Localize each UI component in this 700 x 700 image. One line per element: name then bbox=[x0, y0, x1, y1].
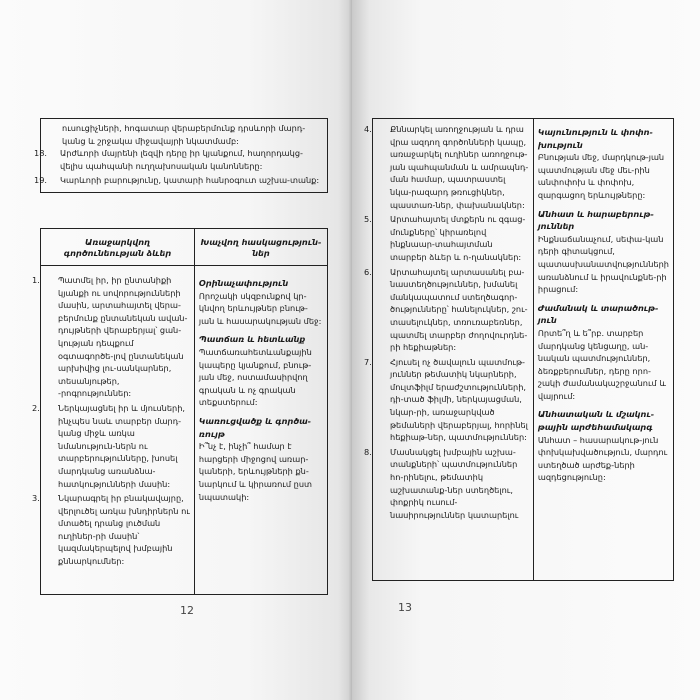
right-concepts-cell bbox=[533, 119, 673, 581]
header-concepts-text: Խաչվող հասկացություն-ներ bbox=[200, 237, 322, 258]
concept-term: Օրինաչափություն bbox=[198, 278, 289, 288]
item-text: Պատմել իր, իր ընտանիքի կյանքի ու սովորությունների մասին, արտահայտել վերա-բերմունք ընտանեկան ավան-դույթների վերաբերյալ՝ ցան-կության դեպքում օգտագործե-լով ընտանեկան արխիվից լու-սանկարներ, տեսանյութեր, -րոգրություններ: bbox=[58, 275, 188, 399]
item-text: Արտահայտել արտասանել բա-նաստեղծություններ, խմանել մանկապատում ստեղծագոր-ծությունները՝ հանելուկներ, շու-տասելուկներ, տռուռաբեռներ, պատմել տարբեր ժողովուրդնե-րի հեքիաթներ: bbox=[390, 266, 528, 353]
left-concepts-cell bbox=[194, 266, 327, 595]
item-text: Կարևորի բարությունը, կատարի հանրօգուտ աշխա-տանք: bbox=[60, 175, 320, 186]
item-text: Մասնակցել խմբային աշխա-տանքների՝ պատմություններ հո-րինելու, թեմատիկ աշխատանք-ներ ստեղծելու, փոքրիկ ուսում-նասիրություններ կատարելու bbox=[390, 446, 519, 520]
list-item bbox=[364, 446, 529, 522]
right-concepts bbox=[538, 126, 669, 484]
list-item bbox=[32, 274, 190, 400]
left-activities-cell bbox=[32, 266, 195, 595]
header-concepts bbox=[194, 229, 327, 266]
list-item bbox=[364, 213, 529, 263]
left-items bbox=[32, 274, 190, 568]
item-number: 5. bbox=[364, 214, 372, 225]
item-text: Ներկայացնել իր և մյուսների, ինչպես նաև տարբեր մարդ-կանց միջև առկա նմանություն-ներն ու տարբերությունները, խոսել մարդկանց առանձնա-հատկությունների մասին: bbox=[58, 402, 186, 489]
item-number: 2. bbox=[32, 402, 40, 413]
item-number: 18. bbox=[34, 148, 48, 159]
list-item bbox=[364, 356, 529, 444]
header-activities-text: Առաջարկվող գործունեության ձևեր bbox=[63, 237, 172, 258]
right-activities-cell bbox=[364, 119, 534, 581]
top-continuation: ուսուցիչների, հոգատար վերաբերմունք դրսևորի մարդ-կանց և շրջակա միջավայրի նկատմամբ: bbox=[62, 123, 306, 146]
item-number: 4. bbox=[364, 124, 372, 134]
item-text: Նկարագրել իր բնակավայրը, վերլուծել առկա խնդիրներն ու մտածել դրանց լուծման ուղիներ-րի մասին՝ կազմակերպելով խմբային քննարկումներ: bbox=[58, 493, 190, 567]
item-text: Քննարկել առողջության և դրա վրա ազդող գործոնների կապը, առաջարկել ուղիներ առողջութ-յան պահպանման և ամրապնդ-ման համար, պատրաստել նկա-րազարդ թռուցիկներ, պաստառ-ներ, փախանակներ: bbox=[390, 124, 529, 210]
item-number: 6. bbox=[364, 266, 372, 277]
right-page bbox=[352, 0, 700, 700]
list-item bbox=[364, 123, 529, 211]
top-items bbox=[34, 147, 321, 187]
page-number-right: 13 bbox=[398, 601, 412, 614]
concept-description: Որտե՞ղ և ե՞րբ. տարբեր մարդկանց կենցաղը, ան-նական պատմություններ, ձեռքբերումներ, դերը որո-շակի ժամանակաշրջանում և վայրում: bbox=[537, 327, 666, 401]
list-item bbox=[32, 402, 190, 490]
concept-description: Անհատ – հասարակութ-յուն փոխկախվածություն, մարդու ստեղծած արժեք-ների ազդեցությունը: bbox=[537, 434, 668, 483]
item-text: Արտահայտել մտքերն ու զգաց-մունքները՝ կիրառելով ինքնաար-տահայտման տարբեր ձևեր և ո-ղանակներ: bbox=[390, 214, 526, 262]
concept-term: Անհատ և հարաբերութ-յուններ bbox=[537, 208, 654, 232]
concept-term: Ժամանակ և տարածութ-յուն bbox=[537, 302, 659, 326]
concept-term: Կառուցվածք և գործա-ռույթ bbox=[198, 415, 312, 439]
item-number: 8. bbox=[364, 446, 372, 457]
concept-term: Անհատական և մշակու-թային արժեհամակարգ bbox=[537, 409, 655, 433]
item-text: Արժևորի մայրենի լեզվի դերը իր կյանքում, հաղորդակց-վելիս պահպանի ուղղախոսական կանոնները: bbox=[60, 148, 303, 171]
concept-description: Որոշակի սկզբունքով կր-կնվող երևույթներ բնութ-յան և հասարակության մեջ: bbox=[198, 290, 322, 326]
list-item bbox=[364, 266, 529, 354]
left-top-table bbox=[34, 118, 328, 193]
header-activities bbox=[41, 229, 195, 266]
right-main-table bbox=[364, 118, 674, 581]
concept-description: Ինքնաճանաչում, սեփա-կան դերի գիտակցում, պատասխանատվությունների առանձնում և իրավունքնե-րի իրացում: bbox=[537, 233, 669, 295]
item-number: 1. bbox=[32, 275, 40, 285]
item-number: 19. bbox=[34, 175, 48, 186]
concept-description: Ի՞նչ է, ինչի՞ համար է հարցերի միջոցով առար-կաների, երևույթների քն-նարկում և կիրառում ըստ նպատակի: bbox=[198, 441, 312, 502]
concept-term: Կայունություն և փոփո-խություն bbox=[537, 127, 653, 150]
item-text: Հյուսել ոչ ծավալուն պատմութ-յուններ թեմատիկ նկարների, մուլտֆիլմ երաժշտությունների, դի-տած ֆիլմի, ներկայացման, նկար-րի, առաջարկված թեմաների վերաբերյալ, հորինել հեքիաթ-ներ, պատմություններ: bbox=[390, 356, 528, 443]
concept-description: Բնության մեջ, մարդկութ-յան պատմության մեջ մեւ-րին անփոփոխ և փոփոխ, զարգացող երևույթները: bbox=[537, 152, 665, 200]
page-number-left: 12 bbox=[180, 604, 194, 617]
list-item bbox=[32, 492, 190, 568]
concept-description: Պատճառահետևանքային կապերը կյանքում, բնութ-յան մեջ, ոստամասիրվող գրական և ոչ գրական տեքստերում: bbox=[198, 346, 312, 408]
item-number: 3. bbox=[32, 493, 40, 504]
concept-term: Պատճառ և հետևանք bbox=[198, 334, 306, 345]
list-item bbox=[34, 174, 321, 187]
left-main-table bbox=[32, 228, 328, 595]
left-top-cell bbox=[34, 119, 328, 193]
item-number: 7. bbox=[364, 356, 372, 367]
list-item bbox=[34, 147, 321, 172]
left-concepts bbox=[199, 277, 323, 503]
right-items bbox=[364, 123, 529, 521]
